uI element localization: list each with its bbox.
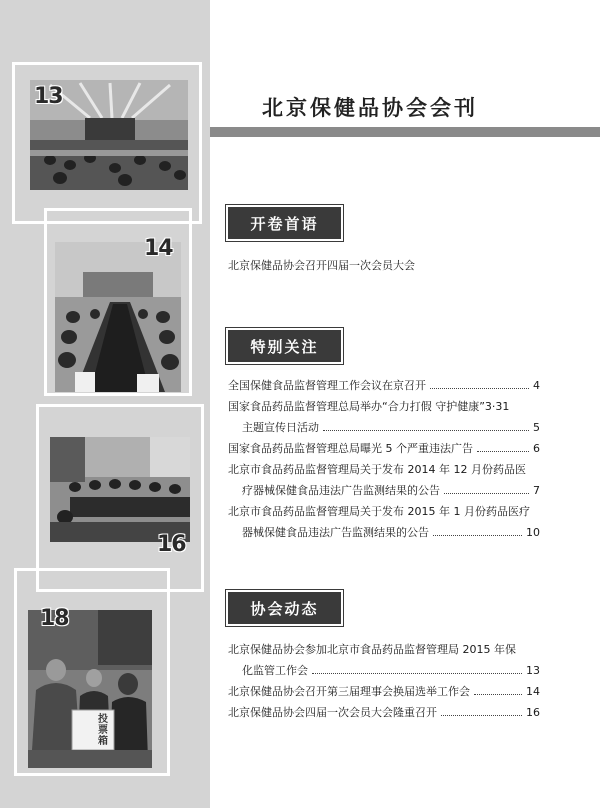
toc-entry[interactable] bbox=[228, 462, 540, 478]
toc-entry[interactable] bbox=[228, 441, 540, 457]
toc-page-number: 5 bbox=[533, 421, 540, 434]
magazine-title: 北京保健品协会会刊 bbox=[262, 96, 478, 120]
toc-entry-title: 北京市食品药品监督管理局关于发布 2015 年 1 月份药品医疗 bbox=[228, 505, 530, 518]
toc-leader bbox=[474, 684, 522, 695]
toc-leader bbox=[433, 525, 522, 536]
photo-page-number-16: 16 bbox=[157, 532, 186, 557]
toc-leader bbox=[323, 420, 529, 431]
toc-page-number: 14 bbox=[526, 685, 540, 698]
toc-entry-title: 全国保健食品监督管理工作会议在京召开 bbox=[228, 379, 426, 392]
toc-leader bbox=[441, 705, 522, 716]
toc-page-number: 13 bbox=[526, 664, 540, 677]
ballot-box-label: 投票箱 bbox=[98, 714, 108, 747]
toc-entry[interactable] bbox=[228, 399, 540, 415]
section-heading-special-focus: 特别关注 bbox=[228, 330, 341, 362]
toc-entry-title-cont: 化监管工作会 bbox=[242, 664, 308, 677]
section-heading-association-news: 协会动态 bbox=[228, 592, 341, 624]
toc-page-number: 10 bbox=[526, 526, 540, 539]
toc-entry-title: 国家食品药品监督管理总局曝光 5 个严重违法广告 bbox=[228, 442, 473, 455]
toc-entry-continuation[interactable] bbox=[242, 525, 540, 541]
toc-entry-continuation[interactable] bbox=[242, 483, 540, 499]
toc-entry[interactable] bbox=[228, 504, 540, 520]
council-meeting-photo bbox=[50, 437, 190, 542]
toc-entry-title: 北京市食品药品监督管理局关于发布 2014 年 12 月份药品医 bbox=[228, 463, 526, 476]
toc-leader bbox=[477, 441, 529, 452]
toc-entry-title: 国家食品药品监督管理总局举办“合力打假 守护健康”3·31 bbox=[228, 400, 510, 413]
toc-entry-title-cont: 疗器械保健食品违法广告监测结果的公告 bbox=[242, 484, 440, 497]
toc-entry-continuation[interactable] bbox=[242, 420, 540, 436]
toc-leader bbox=[444, 483, 529, 494]
title-underline-bar bbox=[210, 127, 600, 137]
toc-leader bbox=[430, 378, 529, 389]
toc-entry-continuation[interactable] bbox=[242, 663, 540, 679]
photo-page-number-13: 13 bbox=[34, 84, 63, 109]
toc-page-number: 6 bbox=[533, 442, 540, 455]
toc-page-number: 16 bbox=[526, 706, 540, 719]
toc-entry[interactable] bbox=[228, 684, 540, 700]
toc-entry-title: 北京保健品协会召开第三届理事会换届选举工作会 bbox=[228, 685, 470, 698]
toc-entry[interactable] bbox=[228, 642, 540, 658]
ballot-voting-photo bbox=[28, 610, 152, 768]
toc-entry-title: 北京保健品协会参加北京市食品药品监督管理局 2015 年保 bbox=[228, 643, 516, 656]
toc-entry-title: 北京保健品协会召开四届一次会员大会 bbox=[228, 259, 415, 272]
toc-entry-title-cont: 器械保健食品违法广告监测结果的公告 bbox=[242, 526, 429, 539]
meeting-room-photo bbox=[55, 242, 181, 392]
photo-page-number-18: 18 bbox=[40, 606, 69, 631]
toc-page-number: 7 bbox=[533, 484, 540, 497]
toc-entry-title-cont: 主题宣传日活动 bbox=[242, 421, 319, 434]
toc-entry[interactable] bbox=[228, 378, 540, 394]
toc-entry-title: 北京保健品协会四届一次会员大会隆重召开 bbox=[228, 706, 437, 719]
toc-leader bbox=[312, 663, 522, 674]
toc-page-number: 4 bbox=[533, 379, 540, 392]
toc-entry[interactable] bbox=[228, 705, 540, 721]
section-heading-foreword: 开卷首语 bbox=[228, 207, 341, 239]
toc-entry[interactable] bbox=[228, 258, 540, 274]
photo-page-number-14: 14 bbox=[144, 236, 173, 261]
